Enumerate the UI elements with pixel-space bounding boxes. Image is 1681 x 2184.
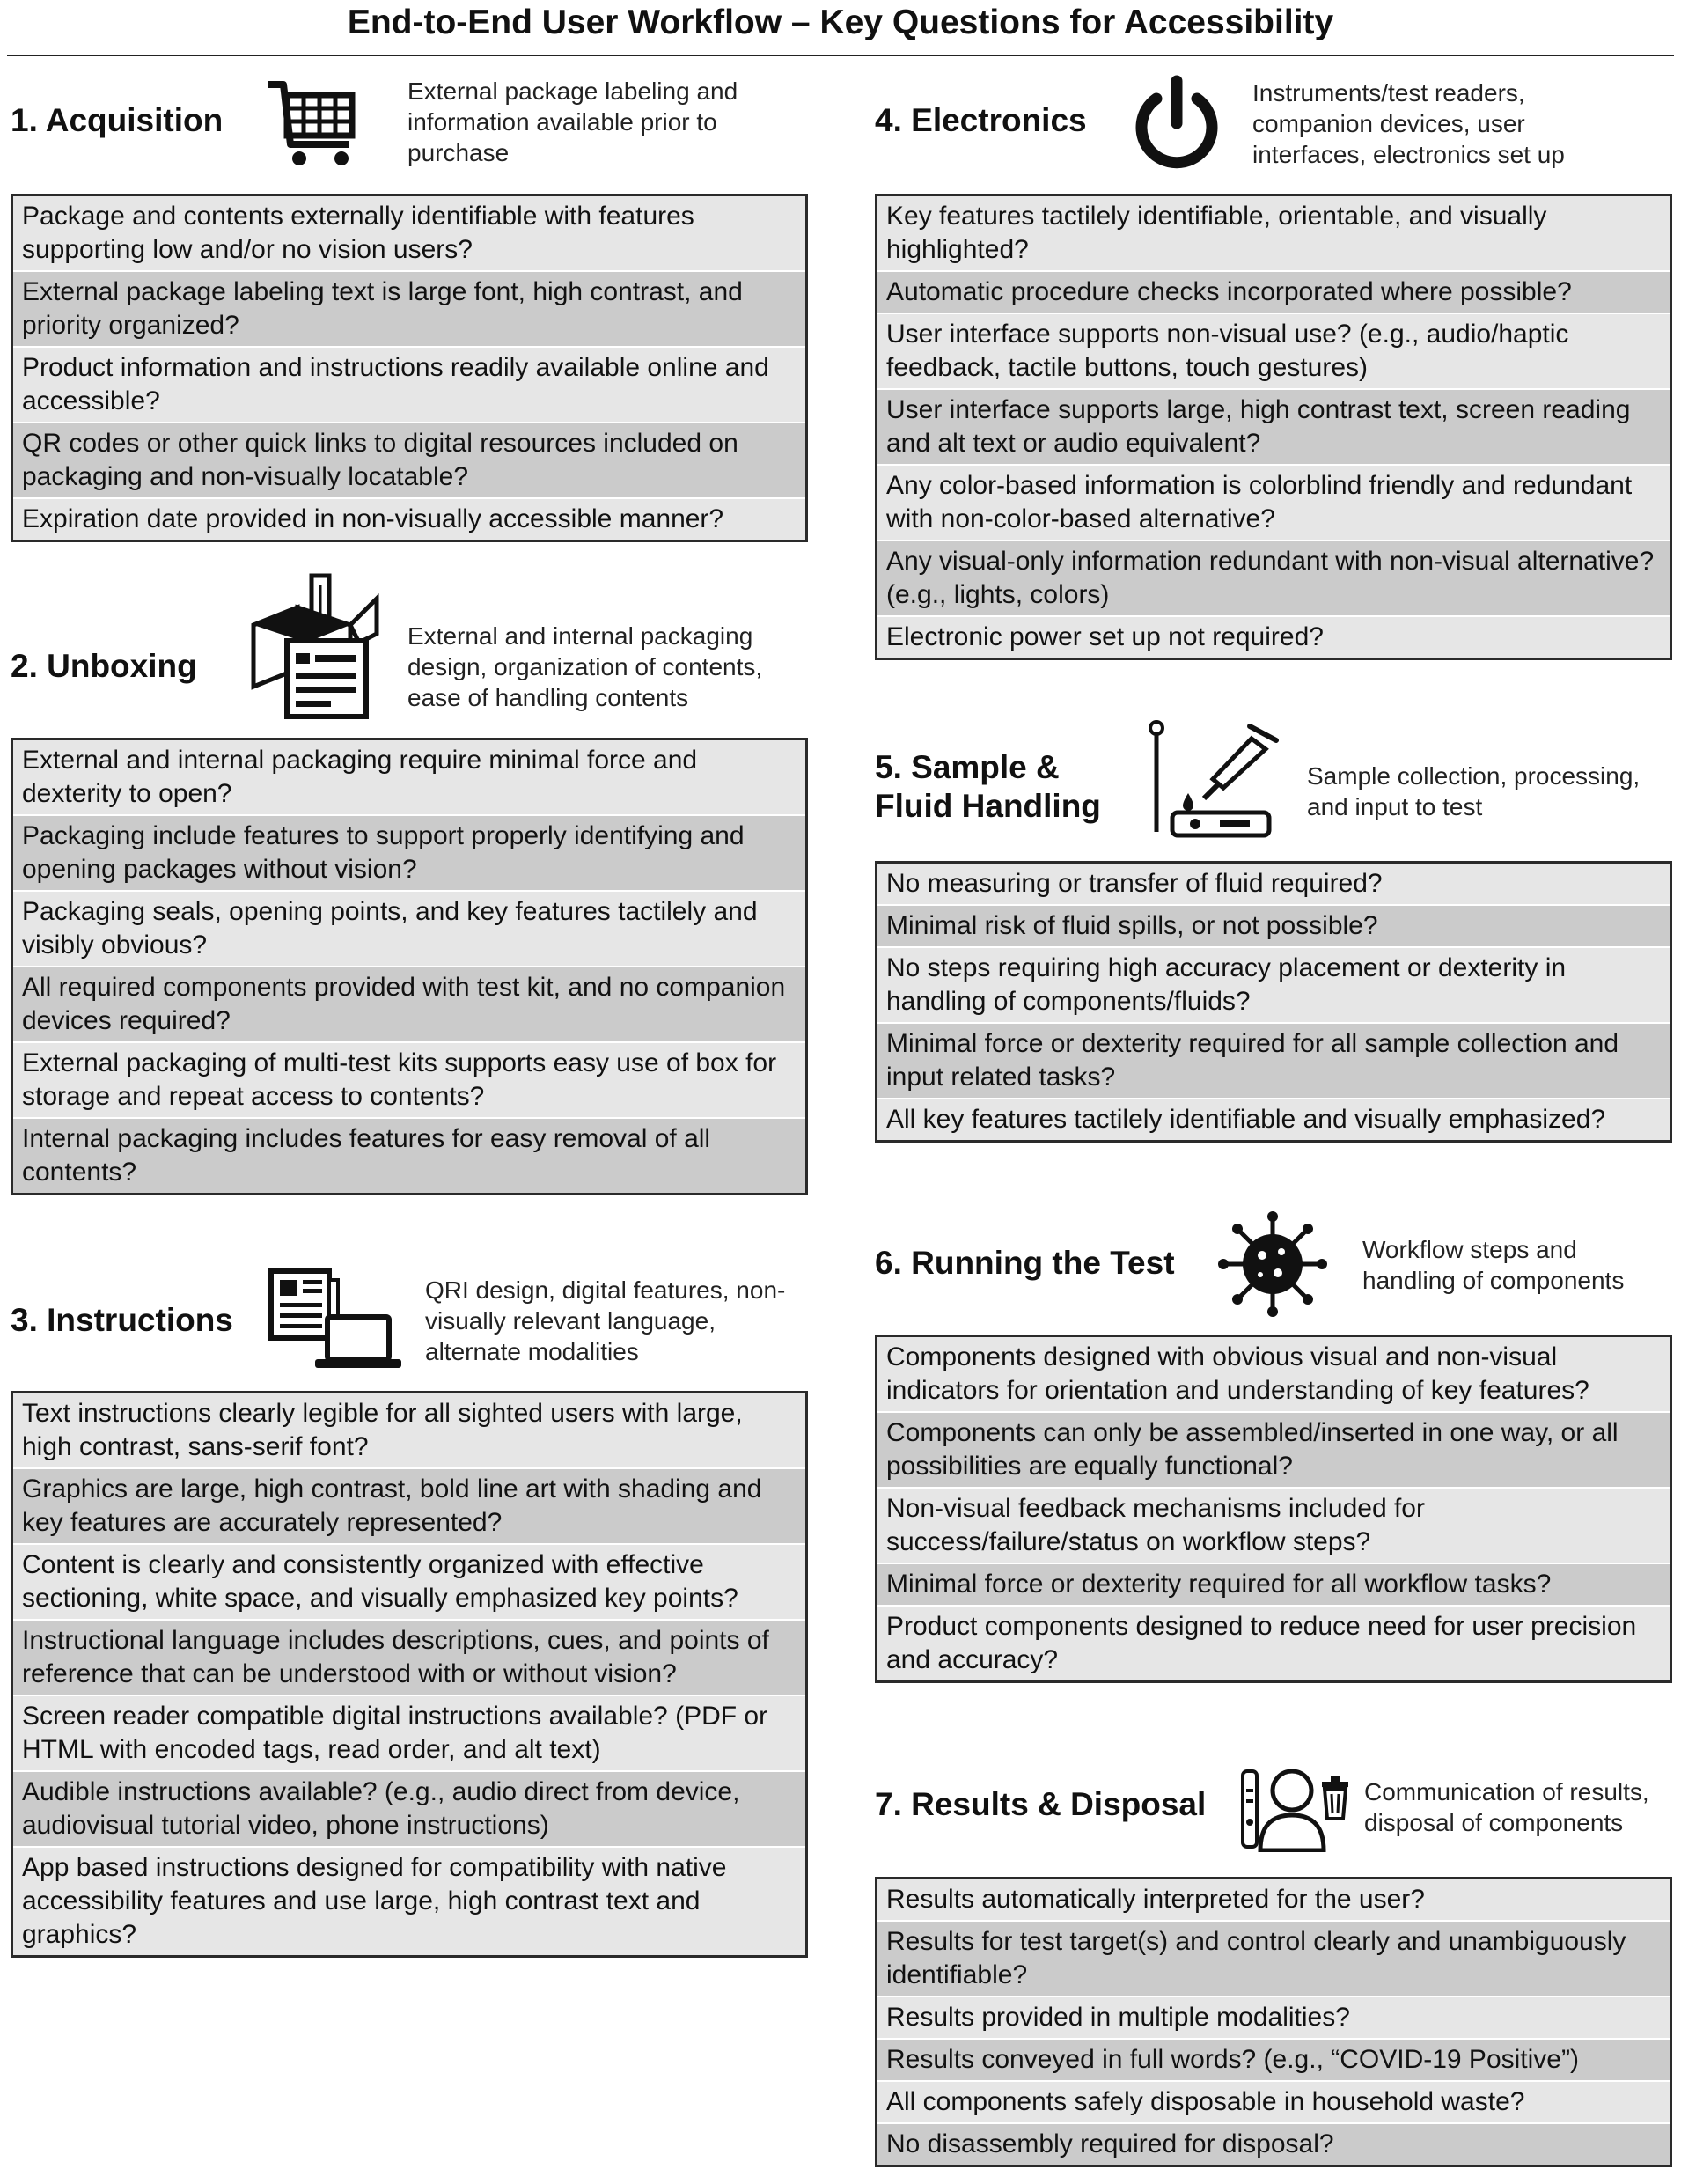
section-description: Communication of results, disposal of components [1364,1778,1649,1836]
question-item: Internal packaging includes features for easy removal of all contents? [13,1117,805,1193]
question-item: Text instructions clearly legible for all sighted users with large, high contrast, sans-serif font? [13,1393,805,1467]
question-item: Results conveyed in full words? (e.g., “COVID-19 Positive”) [877,2038,1670,2080]
question-item: All components safely disposable in household waste? [877,2080,1670,2122]
question-item: Packaging include features to support properly identifying and opening packages without vision? [13,814,805,890]
question-item: Packaging seals, opening points, and key features tactilely and visibly obvious? [13,890,805,966]
section-heading: 2. Unboxing [11,648,197,684]
question-item: Any visual-only information redundant with non-visual alternative? (e.g., lights, colors) [877,540,1670,615]
section-description: QRI design, digital features, non-visually relevant language, alternate modalities [425,1276,786,1365]
question-item: Instructional language includes descriptions, cues, and points of reference that can be understood with or without vision? [13,1619,805,1695]
section-heading: 3. Instructions [11,1302,233,1338]
question-list [11,1391,808,1958]
question-item: Any color-based information is colorblind friendly and redundant with non-color-based alternative? [877,464,1670,540]
question-item: User interface supports non-visual use? (e.g., audio/haptic feedback, tactile buttons, touch gestures) [877,313,1670,388]
question-list [875,194,1672,660]
section-heading: 6. Running the Test [875,1245,1175,1281]
question-item: Product components designed to reduce need for user precision and accuracy? [877,1605,1670,1680]
question-list [875,861,1672,1143]
question-item: External package labeling text is large font, high contrast, and priority organized? [13,270,805,346]
document-laptop-icon [268,1268,408,1378]
section-heading: 7. Results & Disposal [875,1786,1207,1822]
power-icon [1128,74,1225,175]
open-box-icon [245,572,385,726]
question-list [11,738,808,1195]
section-description: Instruments/test readers, companion devices, user interfaces, electronics set up [1252,79,1565,168]
question-item: QR codes or other quick links to digital resources included on packaging and non-visually locatable? [13,422,805,497]
section-heading: 5. Sample & Fluid Handling [875,749,1101,824]
question-item: Screen reader compatible digital instructions available? (PDF or HTML with encoded tags, read order, and alt text) [13,1695,805,1770]
title-divider [7,55,1674,56]
question-item: All required components provided with test kit, and no companion devices required? [13,966,805,1041]
section-description: Workflow steps and handling of components [1362,1236,1625,1294]
question-item: App based instructions designed for compatibility with native accessibility features and use large, high contrast text and graphics? [13,1846,805,1955]
question-item: Minimal risk of fluid spills, or not possible? [877,904,1670,946]
question-item: No measuring or transfer of fluid required? [877,864,1670,904]
question-list [875,1877,1672,2167]
question-item: Audible instructions available? (e.g., audio direct from device, audiovisual tutorial video, phone instructions) [13,1770,805,1846]
question-item: Electronic power set up not required? [877,615,1670,658]
question-item: Components can only be assembled/inserted in one way, or all possibilities are equally functional? [877,1411,1670,1487]
question-item: Key features tactilely identifiable, orientable, and visually highlighted? [877,196,1670,270]
section-description: Sample collection, processing, and input to test [1307,762,1641,820]
question-item: Graphics are large, high contrast, bold line art with shading and key features are accurately represented? [13,1467,805,1543]
person-test-trash-icon [1239,1764,1354,1857]
question-item: Results automatically interpreted for the user? [877,1879,1670,1920]
question-item: All key features tactilely identifiable and visually emphasized? [877,1098,1670,1140]
question-item: User interface supports large, high contrast text, screen reading and alt text or audio equivalent? [877,388,1670,464]
question-item: Package and contents externally identifiable with features supporting low and/or no vision users? [13,196,805,270]
question-item: No disassembly required for disposal? [877,2122,1670,2165]
question-item: Minimal force or dexterity required for all workflow tasks? [877,1563,1670,1605]
question-item: Expiration date provided in non-visually accessible manner? [13,497,805,540]
section-description: External package labeling and information available prior to purchase [407,77,738,166]
virus-icon [1213,1210,1332,1323]
question-item: Results for test target(s) and control clearly and unambiguously identifiable? [877,1920,1670,1996]
page-title: End-to-End User Workflow – Key Questions for Accessibility [347,4,1334,41]
question-item: Automatic procedure checks incorporated where possible? [877,270,1670,313]
shopping-cart-icon [264,76,361,177]
section-heading: 4. Electronics [875,102,1087,138]
section-description: External and internal packaging design, organization of contents, ease of handling contents [407,622,763,711]
question-item: Product information and instructions readily available online and accessible? [13,346,805,422]
question-item: No steps requiring high accuracy placement or dexterity in handling of components/fluids? [877,946,1670,1022]
question-item: Results provided in multiple modalities? [877,1996,1670,2038]
question-item: External and internal packaging require minimal force and dexterity to open? [13,740,805,814]
swab-dropper-icon [1144,717,1285,845]
question-item: Minimal force or dexterity required for all sample collection and input related tasks? [877,1022,1670,1098]
question-item: Content is clearly and consistently organized with effective sectioning, white space, and visually emphasized key points? [13,1543,805,1619]
question-item: Components designed with obvious visual and non-visual indicators for orientation and understanding of key features? [877,1337,1670,1411]
question-list [875,1335,1672,1683]
section-heading: 1. Acquisition [11,102,224,138]
question-item: External packaging of multi-test kits supports easy use of box for storage and repeat access to contents? [13,1041,805,1117]
question-list [11,194,808,542]
question-item: Non-visual feedback mechanisms included for success/failure/status on workflow steps? [877,1487,1670,1563]
